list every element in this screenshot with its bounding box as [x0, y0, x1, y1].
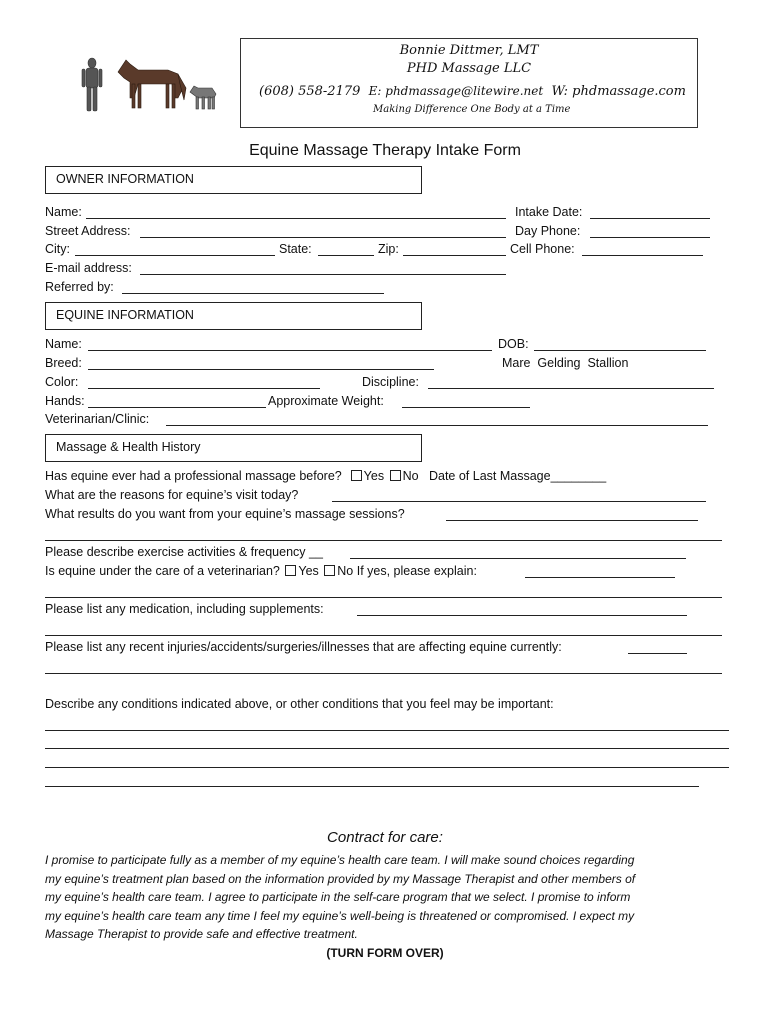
contract-line: my equine’s health care team. I agree to participate in the self-care program that we select. I promise to inform — [45, 890, 631, 904]
equine-name-label: Name: — [45, 337, 82, 351]
contact-line — [259, 83, 686, 100]
q-medication: Please list any medication, including supplements: — [45, 602, 324, 616]
state-field[interactable] — [318, 255, 374, 256]
intake-date-field[interactable] — [590, 218, 710, 219]
equine-name-field[interactable] — [88, 350, 492, 351]
state-label: State: — [279, 242, 312, 256]
zip-field[interactable] — [403, 255, 506, 256]
anatomy-illustration — [78, 54, 223, 120]
breed-label: Breed: — [45, 356, 82, 370]
q-vet-care — [45, 563, 477, 579]
blank-line-1[interactable] — [45, 540, 722, 541]
vet-care-no-checkbox[interactable] — [324, 565, 335, 576]
injuries-field[interactable] — [628, 653, 687, 654]
email-field[interactable] — [140, 274, 506, 275]
visit-reasons-field[interactable] — [332, 501, 706, 502]
conditions-line-4[interactable] — [45, 786, 699, 787]
street-label: Street Address: — [45, 224, 131, 238]
dob-field[interactable] — [534, 350, 706, 351]
prior-massage-no-checkbox[interactable] — [390, 470, 401, 481]
contract-line: I promise to participate fully as a member of my equine’s health care team. I will make sound choices regarding — [45, 853, 635, 867]
q-prior-massage-text: Has equine ever had a professional massage before? — [45, 469, 342, 483]
turn-form-over: (TURN FORM OVER) — [326, 946, 444, 960]
medication-field[interactable] — [357, 615, 687, 616]
vet-care-explain-field[interactable] — [525, 577, 675, 578]
hands-label: Hands: — [45, 394, 85, 408]
tagline: Making Difference One Body at a Time — [373, 104, 571, 115]
q-desired-results: What results do you want from your equine’s massage sessions? — [45, 507, 405, 521]
last-massage-date[interactable]: Date of Last Massage________ — [428, 469, 607, 483]
hands-field[interactable] — [88, 407, 266, 408]
day-phone-field[interactable] — [590, 237, 710, 238]
q-exercise: Please describe exercise activities & frequency __ — [45, 545, 323, 559]
vet-label: Veterinarian/Clinic: — [45, 412, 150, 426]
intake-date-label: Intake Date: — [515, 205, 583, 219]
owner-section-title: OWNER INFORMATION — [56, 172, 194, 186]
phone-number: (608) 558-2179 — [259, 84, 361, 99]
owner-name-field[interactable] — [86, 218, 506, 219]
form-title: Equine Massage Therapy Intake Form — [249, 142, 521, 159]
contract-title: Contract for care: — [327, 829, 443, 846]
q-injuries: Please list any recent injuries/accidents/surgeries/illnesses that are affecting equine currently: — [45, 640, 562, 654]
weight-label: Approximate Weight: — [268, 394, 384, 408]
street-field[interactable] — [140, 237, 506, 238]
history-section-header — [45, 434, 422, 462]
vet-care-no-label: No If yes, please explain: — [337, 564, 477, 578]
owner-section-header — [45, 166, 422, 194]
contract-line: my equine’s treatment plan based on the information provided by my Massage Therapist and other members of — [45, 871, 636, 886]
zip-label: Zip: — [378, 242, 399, 256]
q-prior-massage — [45, 468, 606, 484]
color-field[interactable] — [88, 388, 320, 389]
q-other-conditions: Describe any conditions indicated above, or other conditions that you feel may be important: — [45, 697, 554, 711]
breed-field[interactable] — [88, 369, 434, 370]
contract-line: my equine’s health care team any time I feel my equine’s well-being is threatened or compromised. I expect my — [45, 908, 635, 923]
desired-results-field[interactable] — [446, 520, 698, 521]
prior-massage-yes-checkbox[interactable] — [351, 470, 362, 481]
prior-massage-yes-label: Yes — [363, 469, 385, 483]
referred-label: Referred by: — [45, 280, 114, 294]
discipline-field[interactable] — [428, 388, 714, 389]
email-label: E-mail address: — [45, 261, 132, 275]
header-contact-box — [240, 38, 698, 128]
vet-field[interactable] — [166, 425, 708, 426]
day-phone-label: Day Phone: — [515, 224, 581, 238]
email-address: E: phdmassage@litewire.net — [368, 84, 544, 98]
referred-field[interactable] — [122, 293, 384, 294]
q-vet-care-text: Is equine under the care of a veterinarian? — [45, 564, 280, 578]
business-name: PHD Massage LLC — [406, 61, 532, 76]
conditions-line-1[interactable] — [45, 730, 729, 731]
website: W: phdmassage.com — [551, 84, 686, 99]
conditions-line-2[interactable] — [45, 748, 729, 749]
blank-line-3[interactable] — [45, 635, 722, 636]
blank-line-2[interactable] — [45, 597, 722, 598]
conditions-line-3[interactable] — [45, 767, 729, 768]
dob-label: DOB: — [498, 337, 529, 351]
owner-name-label: Name: — [45, 205, 82, 219]
discipline-label: Discipline: — [362, 375, 419, 389]
contract-line: Massage Therapist to provide safe and effective treatment. — [45, 927, 358, 941]
prior-massage-no-label: No — [402, 469, 419, 483]
contract-body — [45, 851, 745, 944]
therapist-name: Bonnie Dittmer, LMT — [399, 43, 539, 58]
cell-phone-label: Cell Phone: — [510, 242, 575, 256]
weight-field[interactable] — [402, 407, 530, 408]
equine-section-title: EQUINE INFORMATION — [56, 308, 194, 322]
sex-options[interactable]: Mare Gelding Stallion — [502, 356, 629, 370]
city-label: City: — [45, 242, 70, 256]
equine-section-header — [45, 302, 422, 330]
color-label: Color: — [45, 375, 79, 389]
exercise-field[interactable] — [350, 558, 686, 559]
blank-line-4[interactable] — [45, 673, 722, 674]
cell-phone-field[interactable] — [582, 255, 703, 256]
city-field[interactable] — [75, 255, 275, 256]
vet-care-yes-checkbox[interactable] — [285, 565, 296, 576]
q-visit-reasons: What are the reasons for equine’s visit today? — [45, 488, 299, 502]
history-section-title: Massage & Health History — [56, 440, 201, 454]
vet-care-yes-label: Yes — [298, 564, 319, 578]
